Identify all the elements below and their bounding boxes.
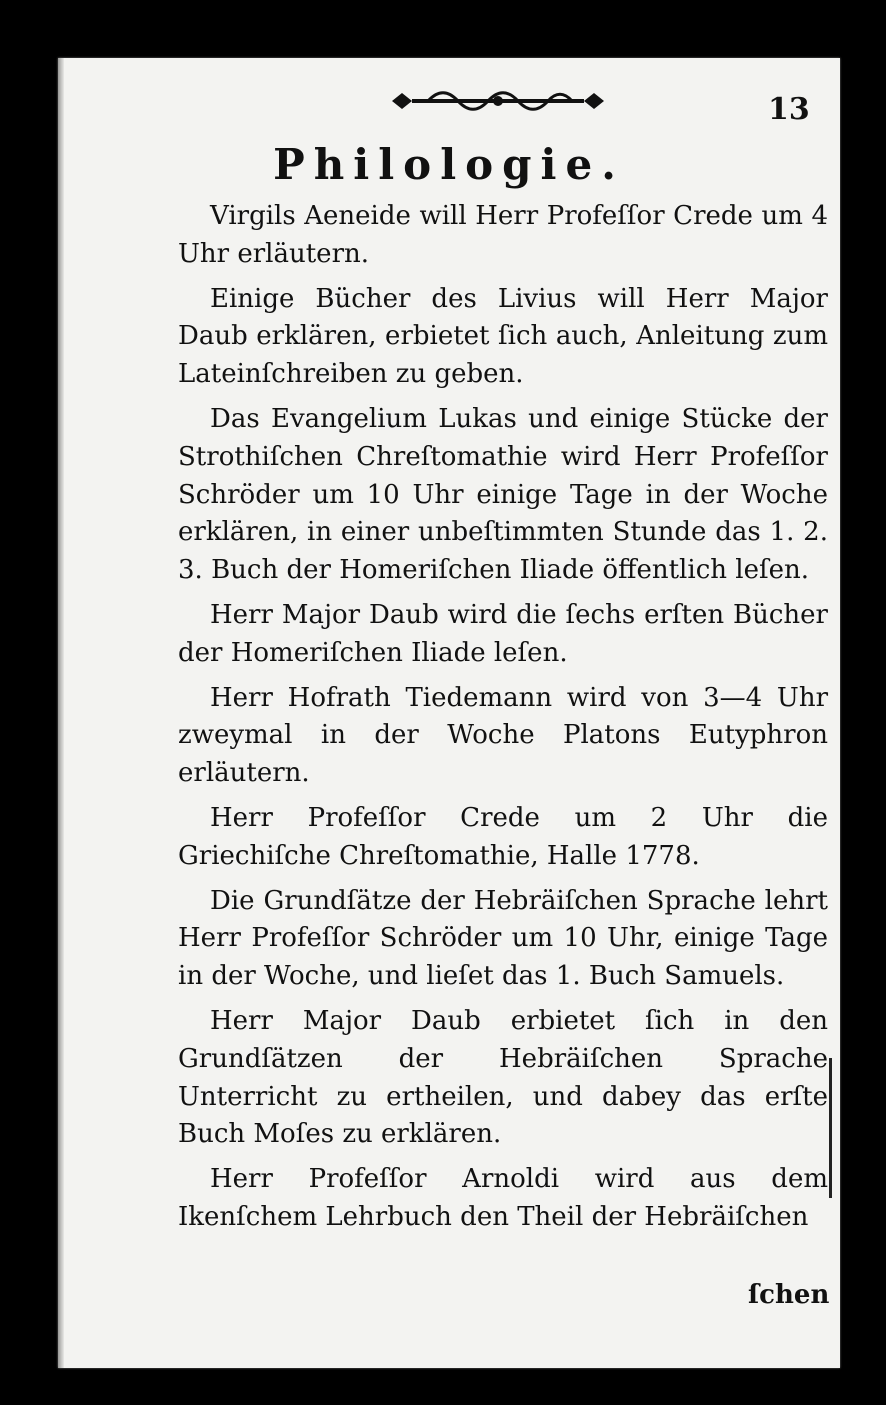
paragraph-iliade: Herr Major Daub wird die ſechs erſten Bücher der Homeriſchen Iliade leſen. — [178, 599, 828, 668]
paragraph-evangelium: Das Evangelium Lukas und einige Stücke der Strothiſchen Chreſtomathie wird Herr Profeſſor Schröder um 10 Uhr einige Tage in der Woche erklären, in einer unbeſtimmten Stunde das 1. 2. 3. Buch der Homeriſchen Iliade öffentlich leſen. — [178, 403, 828, 586]
book-page — [58, 58, 840, 1368]
paragraph-livius: Einige Bücher des Livius will Herr Major Daub erklären, erbietet ſich auch, Anleitung zum Lateinſchreiben zu geben. — [178, 283, 828, 390]
page-number: 13 — [768, 92, 810, 127]
paragraph-arnoldi: Herr Profeſſor Arnoldi wird aus dem Ikenſchem Lehrbuch den Theil der Hebräiſchen — [178, 1164, 828, 1232]
catchword: ſchen — [748, 1280, 830, 1310]
paragraph-platon: Herr Hofrath Tiedemann wird von 3—4 Uhr zweymal in der Woche Platons Eutyphron erläutern. — [178, 682, 828, 789]
paragraph-hebraeisch-schroeder: Die Grundſätze der Hebräiſchen Sprache lehrt Herr Profeſſor Schröder um 10 Uhr, einige Tage in der Woche, und lieſet das 1. Buch Samuels. — [178, 885, 828, 992]
paragraph-hebraeisch-daub: Herr Major Daub erbietet ſich in den Grundſätzen der Hebräiſchen Sprache Unterricht zu ertheilen, und dabey das erſte Buch Moſes zu erklären. — [178, 1005, 828, 1150]
section-heading: Philologie. — [273, 140, 625, 189]
scan-edge-mark — [829, 1058, 832, 1198]
paragraph-chrestomathie: Herr Profeſſor Crede um 2 Uhr die Griechiſche Chreſtomathie, Halle 1778. — [178, 802, 828, 871]
ornament-divider — [388, 88, 608, 114]
paragraph-virgil: Virgils Aeneide will Herr Profeſſor Crede um 4 Uhr erläutern. — [178, 201, 828, 269]
page-body — [178, 198, 828, 1237]
page-gutter-shadow — [58, 58, 64, 1368]
